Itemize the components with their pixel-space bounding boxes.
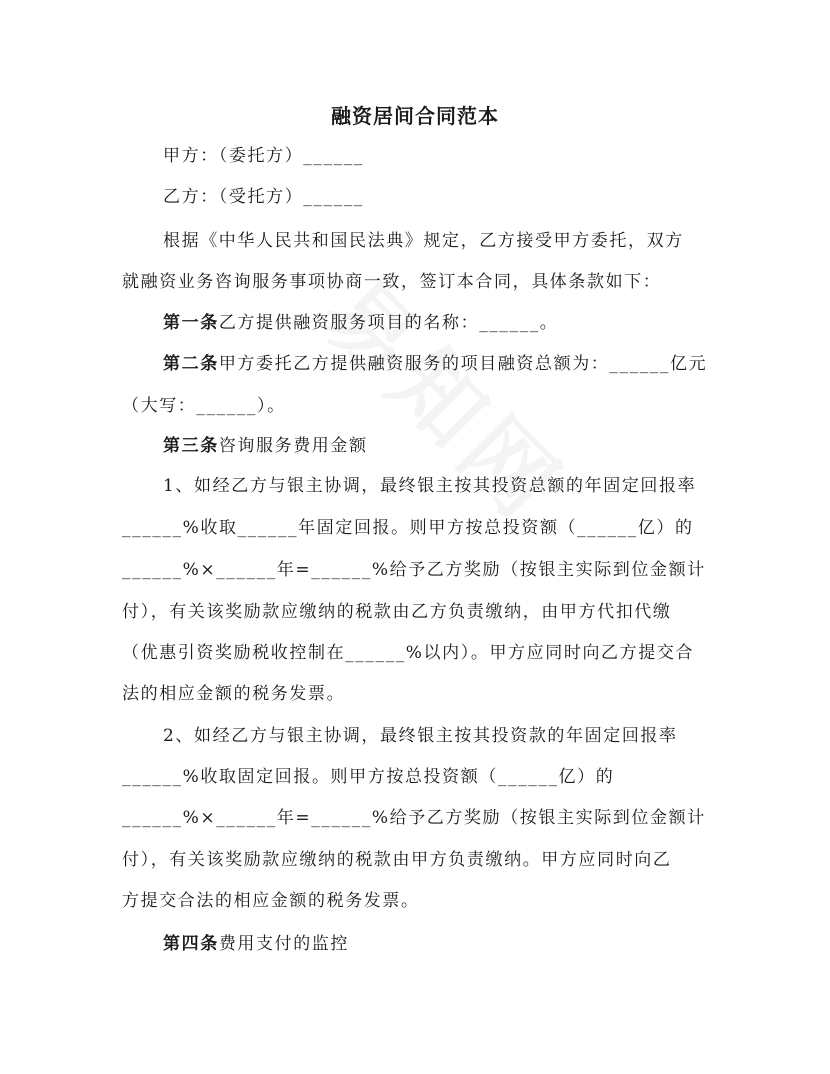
preamble-line-1: 根据《中华人民共和国民法典》规定，乙方接受甲方委托，双方 [163,231,684,251]
article-1-heading: 第一条 [163,313,219,333]
clause-2-line-1: 2、如经乙方与银主协调，最终银主按其投资款的年固定回报率 [163,726,678,746]
article-1-text: 乙方提供融资服务项目的名称：______。 [218,313,559,333]
clause-1-line-2: ______%收取______年固定回报。则甲方按总投资额（______亿）的 [122,518,694,538]
preamble-line-2: 就融资业务咨询服务事项协商一致，签订本合同，具体条款如下： [122,272,662,292]
article-3-text: 咨询服务费用金额 [218,436,368,456]
article-1 [163,311,711,335]
article-4-heading: 第四条 [163,934,219,954]
document-title: 融资居间合同范本 [331,104,499,128]
article-3 [163,434,711,458]
article-2-line-2: （大写：______）。 [122,396,286,416]
article-3-heading: 第三条 [163,436,219,456]
article-4-text: 费用支付的监控 [218,934,350,954]
article-4 [163,932,711,956]
clause-1-line-1: 1、如经乙方与银主协调，最终银主按其投资总额的年固定回报率 [163,476,697,496]
clause-1-line-5: （优惠引资奖励税收控制在______%以内）。甲方应同时向乙方提交合 [122,643,695,663]
clause-2-line-3: ______%×______年=______%给予乙方奖励（按银主实际到位金额计 [122,808,706,828]
article-2-heading: 第二条 [163,354,219,374]
article-2 [163,352,711,376]
article-2-text: 甲方委托乙方提供融资服务的项目融资总额为：______亿元 [218,354,708,374]
clause-2-line-4: 付），有关该奖励款应缴纳的税款由甲方负责缴纳。甲方应同时向乙 [122,850,672,870]
clause-1-line-6: 法的相应金额的税务发票。 [122,684,346,704]
party-a-line: 甲方：（委托方）______ [163,146,364,166]
clause-2-line-5: 方提交合法的相应金额的税务发票。 [122,891,420,911]
clause-2-line-2: ______%收取固定回报。则甲方按总投资额（______亿）的 [122,767,615,787]
party-b-line: 乙方：（受托方）______ [163,187,364,207]
clause-1-line-3: ______%×______年=______%给予乙方奖励（按银主实际到位金额计 [122,560,706,580]
clause-1-line-4: 付），有关该奖励款应缴纳的税款由乙方负责缴纳，由甲方代扣代缴 [122,602,672,622]
